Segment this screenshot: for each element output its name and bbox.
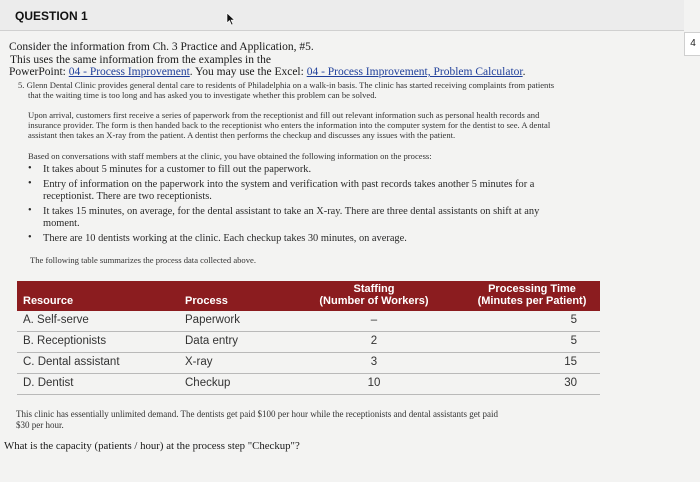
excel-calculator-link[interactable]: 04 - Process Improvement, Problem Calculator [306, 66, 523, 78]
question-header [0, 0, 684, 31]
bullet-icon: • [28, 232, 32, 243]
list-item: • It takes about 5 minutes for a customer to fill out the paperwork. [28, 163, 312, 175]
problem-paragraph-2: Upon arrival, customers first receive a series of paperwork from the receptionist and fill out relevant information such as personal health records and insurance provider. The form is then handed back to the receptionist who enters the information into the computer system for the dentist to see. A dental assistant then takes an X-ray from the patient. A dentist then performs the checkup and discusses any issues with the patient. [28, 110, 551, 140]
question-prompt: What is the capacity (patients / hour) at the process step "Checkup"? [4, 440, 300, 452]
table-row: B. Receptionists Data entry 2 5 [17, 332, 600, 353]
points-badge: 4 [684, 32, 700, 56]
table-header-row [17, 281, 600, 311]
powerpoint-link[interactable]: 04 - Process Improvement [68, 66, 190, 78]
list-item: • Entry of information on the paperwork into the system and verification with past records takes another 5 minutes for a receptionist. There are two receptionists. [28, 178, 535, 202]
problem-paragraph-3: Based on conversations with staff members at the clinic, you have obtained the following information on the process: [28, 151, 432, 161]
table-caption: The following table summarizes the process data collected above. [30, 255, 256, 265]
intro-line-2: This uses the same information from the examples in the [10, 53, 271, 66]
question-intro [9, 41, 525, 79]
intro-line-3: PowerPoint: 04 - Process Improvement. You may use the Excel: 04 - Process Improvement, Problem Calculator. [9, 66, 526, 78]
header-process: Process [185, 295, 228, 307]
header-resource: Resource [23, 295, 74, 307]
problem-paragraph-1: 5. Glenn Dental Clinic provides general dental care to residents of Philadelphia on a walk-in basis. The clinic has started receiving complaints from patients that the waiting time is too long and has asked you to investigate whether this problem can be solved. [18, 80, 555, 100]
bullet-icon: • [28, 178, 32, 189]
process-bullet-list [28, 164, 608, 248]
process-data-table [17, 281, 600, 395]
list-item: • There are 10 dentists working at the clinic. Each checkup takes 30 minutes, on average. [28, 232, 407, 244]
header-processing-time: Processing Time (Minutes per Patient) [477, 283, 587, 307]
mouse-cursor-icon [226, 12, 236, 26]
table-row: C. Dental assistant X-ray 3 15 [17, 353, 600, 374]
header-staffing: Staffing (Number of Workers) [319, 283, 429, 307]
question-title: QUESTION 1 [15, 9, 88, 23]
table-row: A. Self-serve Paperwork – 5 [17, 311, 600, 332]
bullet-icon: • [28, 205, 32, 216]
intro-line-1: Consider the information from Ch. 3 Practice and Application, #5. [9, 41, 314, 53]
bullet-icon: • [28, 163, 32, 174]
list-item: • It takes 15 minutes, on average, for the dental assistant to take an X-ray. There are three dental assistants on shift at any moment. [28, 205, 540, 229]
outro-paragraph: This clinic has essentially unlimited demand. The dentists get paid $100 per hour while the receptionists and dental assistants get paid $30 per hour. [16, 409, 498, 430]
table-row: D. Dentist Checkup 10 30 [17, 374, 600, 395]
